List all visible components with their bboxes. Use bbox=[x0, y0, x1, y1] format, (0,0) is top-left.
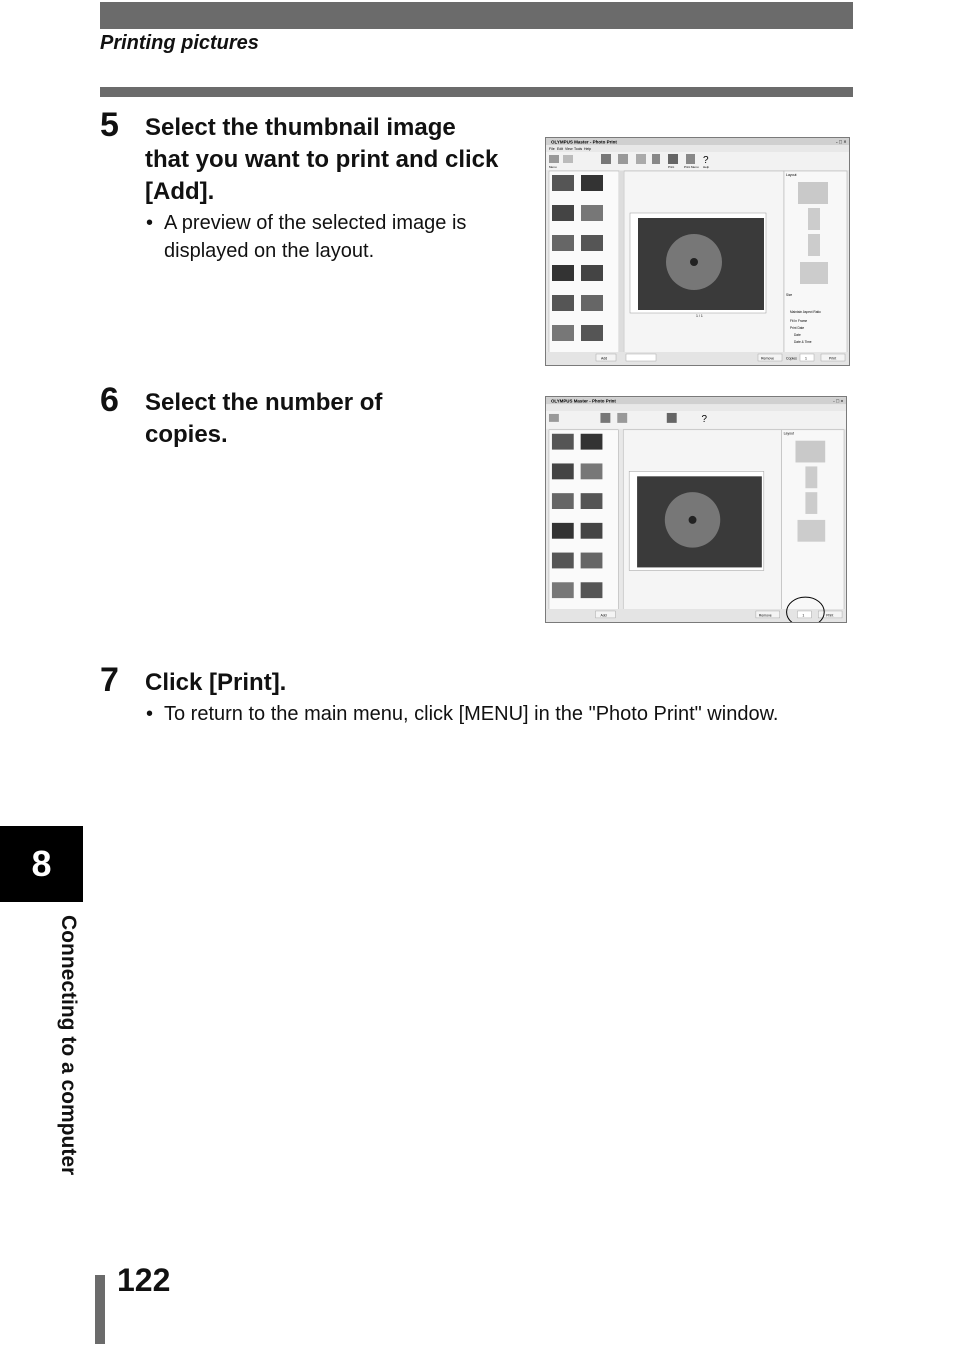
window-controls[interactable]: - □ × bbox=[833, 399, 844, 405]
bullet-glyph: • bbox=[146, 212, 154, 234]
bullet-glyph: • bbox=[146, 703, 154, 725]
step-5-number: 5 bbox=[100, 106, 119, 144]
menu-edit[interactable]: Edit bbox=[557, 147, 564, 151]
layout-panel-label: Layout bbox=[786, 173, 797, 177]
photo-print-screenshot-1 bbox=[545, 137, 850, 366]
print-icon[interactable] bbox=[600, 413, 610, 423]
help-icon[interactable]: ? bbox=[703, 155, 709, 166]
step-5-bullet-text: A preview of the selected image is displayed on the layout. bbox=[164, 212, 467, 262]
layout-option-1[interactable] bbox=[798, 182, 828, 204]
step-7-bullet bbox=[146, 700, 864, 728]
chapter-title-vertical bbox=[54, 915, 82, 1215]
photo-print-screenshot-2 bbox=[545, 396, 847, 623]
window-title: OLYMPUS Master - Photo Print bbox=[551, 139, 617, 145]
header-divider bbox=[100, 87, 853, 97]
flower-center bbox=[690, 258, 698, 266]
calendar-icon[interactable] bbox=[636, 154, 646, 164]
menu-tools[interactable]: Tools bbox=[574, 147, 583, 151]
page-number-bar bbox=[95, 1275, 105, 1344]
thumbnail-scrollbar[interactable] bbox=[619, 171, 623, 357]
toolbar-print-label: Print bbox=[668, 165, 675, 169]
step-7-number: 7 bbox=[100, 661, 119, 699]
layout-option-2[interactable] bbox=[805, 466, 817, 488]
print-button-label: Print bbox=[829, 356, 837, 361]
layout-option-4[interactable] bbox=[800, 262, 828, 284]
option-date-time[interactable]: Date & Time bbox=[794, 340, 812, 344]
step-5-title: Select the thumbnail image that you want to print and click [Add]. bbox=[145, 114, 499, 205]
chapter-tab: 8 bbox=[0, 826, 83, 902]
step-5-bullet bbox=[146, 209, 484, 265]
copies-field[interactable] bbox=[800, 354, 814, 361]
menu-help[interactable]: Help bbox=[584, 147, 592, 151]
layout-icon[interactable] bbox=[618, 154, 628, 164]
layout-icon[interactable] bbox=[617, 413, 627, 423]
view-icon[interactable] bbox=[563, 155, 573, 163]
menu-file[interactable]: File bbox=[549, 147, 555, 151]
option-date[interactable]: Date bbox=[794, 333, 801, 337]
copies-value: 1 bbox=[802, 613, 805, 618]
print-icon[interactable] bbox=[601, 154, 611, 164]
zoom-slider[interactable] bbox=[626, 354, 656, 361]
layout-option-2[interactable] bbox=[808, 208, 820, 230]
step-6-title: Select the number of copies. bbox=[145, 389, 383, 448]
menu-icon[interactable] bbox=[549, 155, 559, 163]
remove-button-label: Remove bbox=[758, 613, 772, 618]
print-button-label: Print bbox=[826, 613, 834, 618]
page-number: 122 bbox=[117, 1262, 171, 1298]
header-bar bbox=[100, 2, 853, 29]
copies-value: 1 bbox=[805, 356, 807, 361]
toolbar-help-label: Help bbox=[703, 165, 710, 169]
copies-field[interactable] bbox=[797, 611, 811, 618]
chapter-title: Connecting to a computer bbox=[57, 915, 80, 1176]
window-title: OLYMPUS Master - Photo Print bbox=[550, 398, 616, 404]
print-menu-icon[interactable] bbox=[686, 154, 695, 164]
menu-bar bbox=[549, 147, 591, 151]
menu-view[interactable]: View bbox=[565, 147, 573, 151]
toolbar-print-menu-label: Print Menu bbox=[684, 165, 699, 169]
step-6-number: 6 bbox=[100, 381, 119, 419]
option-fit-in-frame[interactable]: Fit In Frame bbox=[790, 319, 808, 323]
remove-button-label: Remove bbox=[761, 356, 775, 361]
layout-option-3[interactable] bbox=[805, 492, 817, 514]
layout-option-4[interactable] bbox=[797, 520, 825, 542]
edit-icon[interactable] bbox=[652, 154, 660, 164]
help-icon[interactable]: ? bbox=[701, 413, 707, 425]
flower-center bbox=[689, 516, 697, 524]
layout-option-3[interactable] bbox=[808, 234, 820, 256]
section-title: Printing pictures bbox=[100, 32, 259, 54]
toolbar-menu-label: Menu bbox=[549, 165, 557, 169]
add-button-label: Add bbox=[601, 356, 608, 361]
screenshot-2-drawing bbox=[546, 397, 846, 622]
page-indicator: 1 / 1 bbox=[696, 314, 703, 318]
option-maintain-aspect[interactable]: Maintain Aspect Ratio bbox=[790, 310, 821, 314]
option-print-date[interactable]: Print Date bbox=[790, 326, 805, 330]
step-7-bullet-text: To return to the main menu, click [MENU] in the "Photo Print" window. bbox=[164, 703, 779, 725]
copies-label: Copies bbox=[786, 356, 797, 361]
layout-option-1[interactable] bbox=[796, 441, 826, 463]
menu-icon[interactable] bbox=[549, 414, 559, 422]
layout-panel-label: Layout bbox=[783, 431, 794, 436]
print-job-icon[interactable] bbox=[667, 413, 677, 423]
option-size[interactable]: Size bbox=[786, 293, 793, 297]
screenshot-1-drawing bbox=[546, 138, 849, 365]
add-button-label: Add bbox=[600, 613, 607, 618]
window-controls[interactable]: - □ × bbox=[836, 139, 847, 146]
step-7-title: Click [Print]. bbox=[145, 669, 287, 696]
print-job-icon[interactable] bbox=[668, 154, 678, 164]
